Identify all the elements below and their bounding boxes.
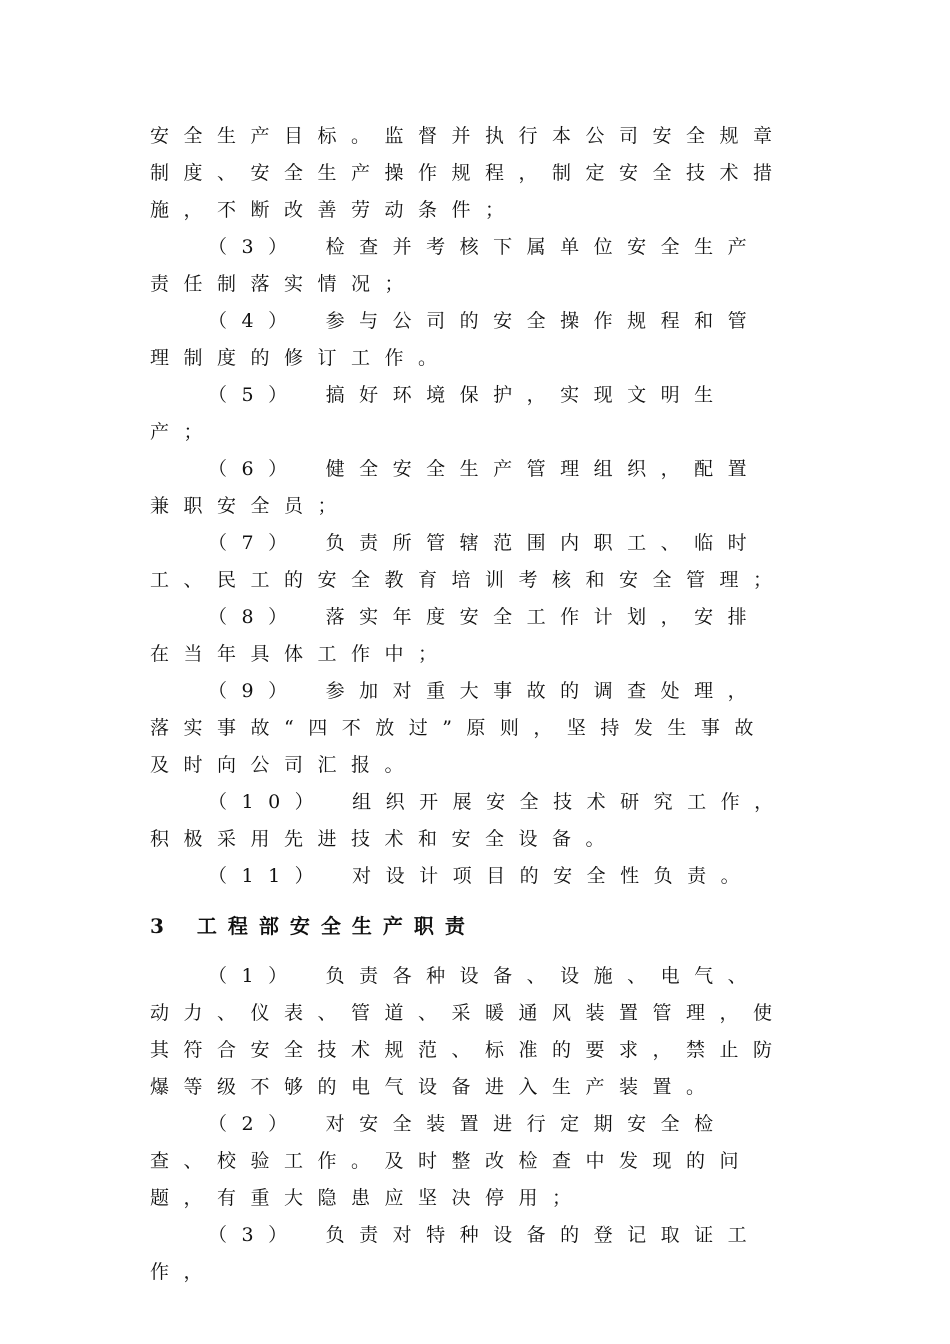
list-item: （3） 负责对特种设备的登记取证工作， — [150, 1224, 762, 1283]
list-item: （1） 负责各种设备、设施、电气、动力、仪表、管道、采暖通风装置管理，使其符合安全技术规范、标准的要求，禁止防爆等级不够的电气设备进入生产装置。 — [150, 965, 787, 1098]
list-item: （8） 落实年度安全工作计划，安排在当年具体工作中； — [150, 606, 762, 665]
continued-paragraph: 安全生产目标。监督并执行本公司安全规章制度、安全生产操作规程，制定安全技术措施，不断改善劳动条件； — [150, 125, 787, 221]
document-body — [150, 118, 790, 1291]
section-heading — [150, 909, 790, 943]
list-item: （11） 对设计项目的安全性负责。 — [208, 865, 755, 887]
list-item: （3） 检查并考核下属单位安全生产责任制落实情况； — [150, 236, 762, 295]
section-3-list — [150, 958, 790, 1291]
list-item: （2） 对安全装置进行定期安全检查、校验工作。及时整改检查中发现的问题，有重大隐患应坚决停用； — [150, 1113, 754, 1209]
section-title: 工程部安全生产职责 — [196, 914, 476, 938]
list-item: （7） 负责所管辖范围内职工、临时工、民工的安全教育培训考核和安全管理； — [150, 532, 787, 591]
list-item: （10） 组织开展安全技术研究工作，积极采用先进技术和安全设备。 — [150, 791, 788, 850]
section-2-list — [150, 229, 790, 895]
list-item: （9） 参加对重大事故的调查处理，落实事故“四不放过”原则，坚持发生事故及时向公司汇报。 — [150, 680, 768, 776]
list-item: （5） 搞好环境保护，实现文明生产； — [150, 384, 728, 443]
list-item: （4） 参与公司的安全操作规程和管理制度的修订工作。 — [150, 310, 762, 369]
section-number: 3 — [150, 914, 175, 938]
list-item: （6） 健全安全生产管理组织，配置兼职安全员； — [150, 458, 762, 517]
